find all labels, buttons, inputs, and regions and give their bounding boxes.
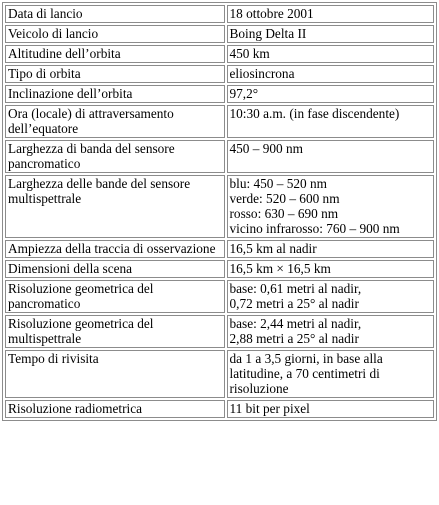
row-value [227,25,435,43]
table-row [5,65,434,83]
row-label: Dimensioni della scena [5,260,225,278]
row-label: Risoluzione geometrica del multispettrale [5,315,225,348]
row-label: Risoluzione radiometrica [5,400,225,418]
value-line: Boing Delta II [229,26,307,41]
row-value [227,85,435,103]
row-label: Tempo di rivisita [5,350,225,398]
value-line: 97,2° [229,86,259,101]
value-line: 2,88 metri a 25° al nadir [229,331,359,346]
row-value [227,400,435,418]
value-line: 16,5 km × 16,5 km [229,261,331,276]
value-line: blu: 450 – 520 nm [229,176,328,191]
row-label: Veicolo di lancio [5,25,225,43]
table-row [5,25,434,43]
specifications-table [2,2,437,421]
value-line: 10:30 a.m. (in fase discendente) [229,106,400,121]
row-value [227,280,435,313]
row-label: Inclinazione dell’orbita [5,85,225,103]
value-line: 450 – 900 nm [229,141,304,156]
row-label: Altitudine dell’orbita [5,45,225,63]
row-value [227,5,435,23]
table-row [5,175,434,238]
table-row [5,140,434,173]
row-value [227,260,435,278]
row-label: Risoluzione geometrica del pancromatico [5,280,225,313]
value-line: 18 ottobre 2001 [229,6,314,21]
table-row [5,240,434,258]
table-row [5,315,434,348]
value-line: 11 bit per pixel [229,401,310,416]
value-line: eliosincrona [229,66,295,81]
value-line: base: 2,44 metri al nadir, [229,316,362,331]
table-row [5,45,434,63]
value-line: 450 km [229,46,270,61]
row-label: Tipo di orbita [5,65,225,83]
row-value [227,315,435,348]
row-label: Larghezza delle bande del sensore multispettrale [5,175,225,238]
row-label: Larghezza di banda del sensore pancromatico [5,140,225,173]
row-value [227,105,435,138]
value-line: vicino infrarosso: 760 – 900 nm [229,221,400,236]
value-line: base: 0,61 metri al nadir, [229,281,362,296]
row-value [227,65,435,83]
row-label: Ora (locale) di attraversamento dell’equatore [5,105,225,138]
value-line: da 1 a 3,5 giorni, in base alla latitudine, a 70 centimetri di risoluzione [229,351,383,396]
row-value [227,175,435,238]
value-line: verde: 520 – 600 nm [229,191,340,206]
row-label: Data di lancio [5,5,225,23]
row-value [227,240,435,258]
table-row [5,5,434,23]
row-value [227,45,435,63]
table-row [5,280,434,313]
row-value [227,140,435,173]
value-line: 16,5 km al nadir [229,241,317,256]
value-line: rosso: 630 – 690 nm [229,206,339,221]
row-label: Ampiezza della traccia di osservazione [5,240,225,258]
value-line: 0,72 metri a 25° al nadir [229,296,359,311]
table-row [5,105,434,138]
row-value [227,350,435,398]
table-row [5,400,434,418]
table-row [5,85,434,103]
table-row [5,260,434,278]
table-row [5,350,434,398]
